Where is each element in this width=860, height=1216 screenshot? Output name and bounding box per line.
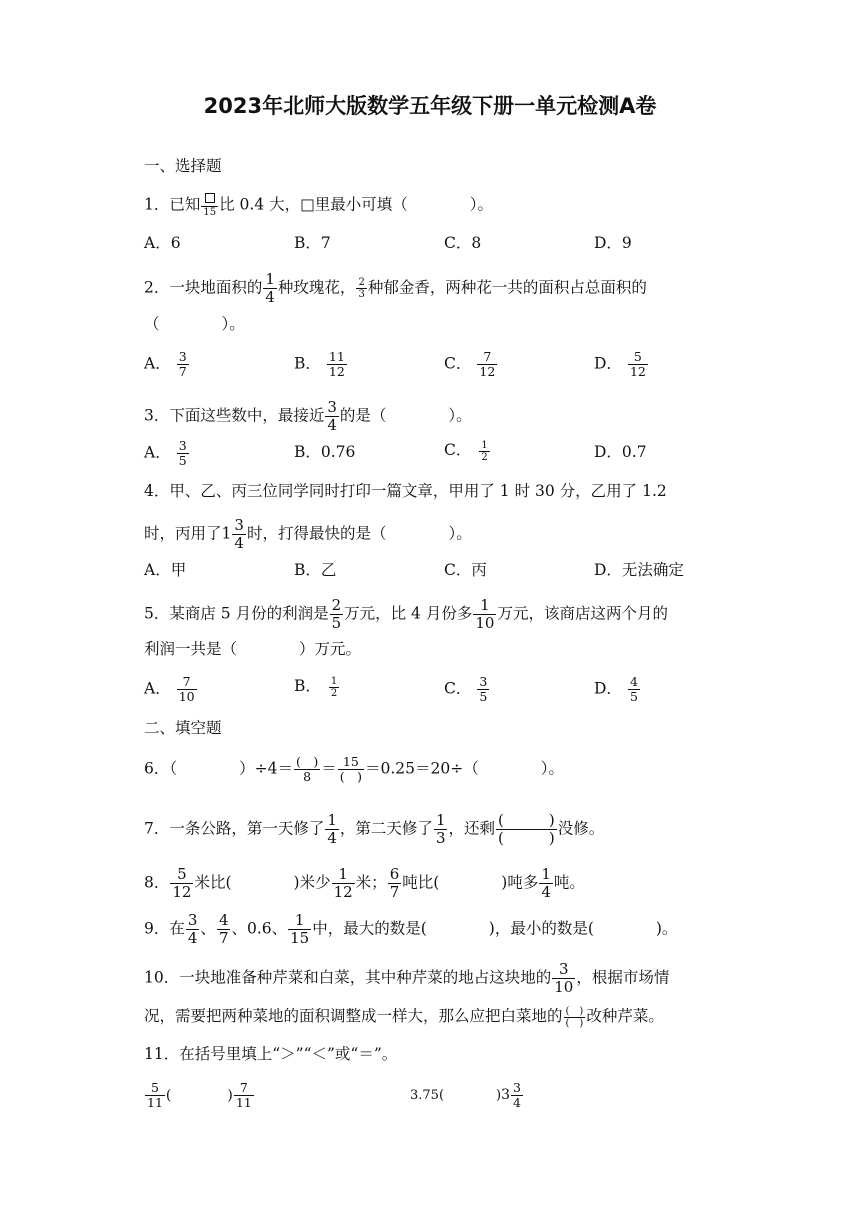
- q7-fraction-2: $\frac{1}{3}$: [435, 811, 446, 847]
- q3-option-a[interactable]: A． $\frac{3}{5}$: [144, 438, 187, 468]
- section-fill-heading: 二、填空题: [144, 719, 222, 737]
- question-9: 9．在 $\frac{3}{4}$ 、 $\frac{4}{7}$ 、0.6、 $\frac{1}{15}$ 中，最大的数是( )，最小的数是( )。: [144, 911, 678, 947]
- q4-option-c[interactable]: C．丙: [444, 561, 487, 579]
- q2-option-b[interactable]: B． $\frac{11}{12}$: [294, 349, 345, 379]
- q11-compare-right: 3.75( )3 $\frac{3}{4}$: [410, 1080, 521, 1110]
- question-8: 8． $\frac{5}{12}$ 米比( )米少 $\frac{1}{12}$ 米； $\frac{6}{7}$ 吨比( )吨多 $\frac{1}{4}$ 吨。: [144, 865, 585, 901]
- q6-fraction-2: $\frac{15}{( )}$: [339, 754, 363, 784]
- q2-option-c[interactable]: C． $\frac{7}{12}$: [444, 349, 496, 379]
- q3-fraction: $\frac{3}{4}$: [327, 398, 337, 434]
- question-11: 11．在括号里填上“＞”“＜”或“＝”。: [144, 1045, 398, 1063]
- question-4-line-2: 时，丙用了1 $\frac{3}{4}$ 时，打得最快的是（ ）。: [144, 516, 472, 552]
- q5-fraction-2: $\frac{1}{10}$: [475, 596, 495, 632]
- q8-fraction-1: $\frac{5}{12}$: [172, 865, 192, 901]
- q5-option-a[interactable]: A． $\frac{7}{10}$: [144, 674, 195, 704]
- q5-fraction-1: $\frac{2}{5}$: [331, 596, 342, 632]
- q7-fraction-1: $\frac{1}{4}$: [327, 811, 337, 847]
- question-5: 5．某商店 5 月份的利润是 $\frac{2}{5}$ 万元，比 4 月份多 $\frac{1}{10}$ 万元，该商店这两个月的: [144, 596, 668, 632]
- section-choice-heading: 一、选择题: [144, 157, 222, 175]
- q4-option-b[interactable]: B．乙: [294, 561, 337, 579]
- q5-option-d[interactable]: D． $\frac{4}{5}$: [594, 674, 638, 704]
- q4-option-d[interactable]: D．无法确定: [594, 561, 684, 579]
- q9-fraction-1: $\frac{3}{4}$: [187, 911, 198, 947]
- q2-fraction-1: $\frac{1}{4}$: [265, 270, 275, 306]
- q1-option-c[interactable]: C．8: [444, 234, 482, 252]
- page-title: 2023年北师大版数学五年级下册一单元检测A卷: [203, 94, 657, 118]
- q9-fraction-2: $\frac{4}{7}$: [218, 911, 229, 947]
- q3-option-b[interactable]: B．0.76: [294, 443, 356, 461]
- q8-fraction-2: $\frac{1}{12}$: [333, 865, 353, 901]
- q4-option-a[interactable]: A．甲: [144, 561, 187, 579]
- q1-text-pre: 1．已知: [144, 195, 201, 214]
- q1-option-b[interactable]: B．7: [294, 234, 331, 252]
- q4-mixed-number: 1 $\frac{3}{4}$: [221, 516, 244, 552]
- q10-blank-fraction[interactable]: $\frac{( )}{( )}$: [565, 1005, 584, 1029]
- question-5-line-2: 利润一共是（ ）万元。: [144, 640, 362, 658]
- question-10-line-1: 10．一块地准备种芹菜和白菜，其中种芹菜的地占这块地的 $\frac{3}{10}$ ，根据市场情: [144, 960, 670, 996]
- q1-option-d[interactable]: D．9: [594, 234, 632, 252]
- question-2-line-2: （ ）。: [144, 315, 245, 333]
- square-blank-icon: [205, 193, 215, 203]
- q5-option-c[interactable]: C． $\frac{3}{5}$: [444, 674, 488, 704]
- question-10-line-2: 况，需要把两种菜地的面积调整成一样大，那么应把白菜地的 $\frac{( )}{( )}$ 改种芹菜。: [144, 1005, 664, 1029]
- q9-fraction-3: $\frac{1}{15}$: [290, 911, 310, 947]
- question-3: 3．下面这些数中，最接近 $\frac{3}{4}$ 的是（ ）。: [144, 398, 472, 434]
- q5-option-b[interactable]: B． $\frac{1}{2}$: [294, 675, 338, 699]
- question-6: 6．（ ）÷4＝ $\frac{( )}{8}$ ＝ $\frac{15}{( )}$ ＝0.25＝20÷（ ）。: [144, 754, 564, 784]
- q3-option-d[interactable]: D．0.7: [594, 443, 647, 461]
- q2-option-d[interactable]: D． $\frac{5}{12}$: [594, 349, 646, 379]
- question-1: [144, 193, 493, 218]
- q1-fraction: 15: [201, 193, 218, 218]
- question-7: 7．一条公路，第一天修了 $\frac{1}{4}$ ，第二天修了 $\frac{1}{3}$ ，还剩 $\frac{( )}{( )}$ 没修。: [144, 811, 605, 847]
- q8-fraction-3: $\frac{6}{7}$: [389, 865, 400, 901]
- q11-compare-left: $\frac{5}{11}$ ( ) $\frac{7}{11}$: [147, 1080, 252, 1110]
- q2-option-a[interactable]: A． $\frac{3}{7}$: [144, 349, 187, 379]
- q1-option-a[interactable]: A．6: [144, 234, 181, 252]
- question-4-line-1: 4．甲、乙、丙三位同学同时打印一篇文章，甲用了 1 时 30 分，乙用了 1.2: [144, 482, 667, 500]
- question-2: 2．一块地面积的 $\frac{1}{4}$ 种玫瑰花， $\frac{2}{3}$ 种郁金香，两种花一共的面积占总面积的: [144, 270, 647, 306]
- q8-fraction-4: $\frac{1}{4}$: [541, 865, 551, 901]
- q6-fraction-1: $\frac{( )}{8}$: [295, 754, 319, 784]
- q1-text-post: 比 0.4 大，□里最小可填（ ）。: [219, 195, 494, 214]
- q3-option-c[interactable]: C． $\frac{1}{2}$: [444, 439, 488, 463]
- q11-right-blank[interactable]: ( ): [438, 1088, 502, 1103]
- q11-left-blank[interactable]: ( ): [165, 1087, 233, 1104]
- q10-fraction-1: $\frac{3}{10}$: [554, 960, 574, 996]
- q7-blank-fraction[interactable]: $\frac{( )}{( )}$: [498, 811, 555, 847]
- q2-fraction-2: $\frac{2}{3}$: [358, 277, 365, 300]
